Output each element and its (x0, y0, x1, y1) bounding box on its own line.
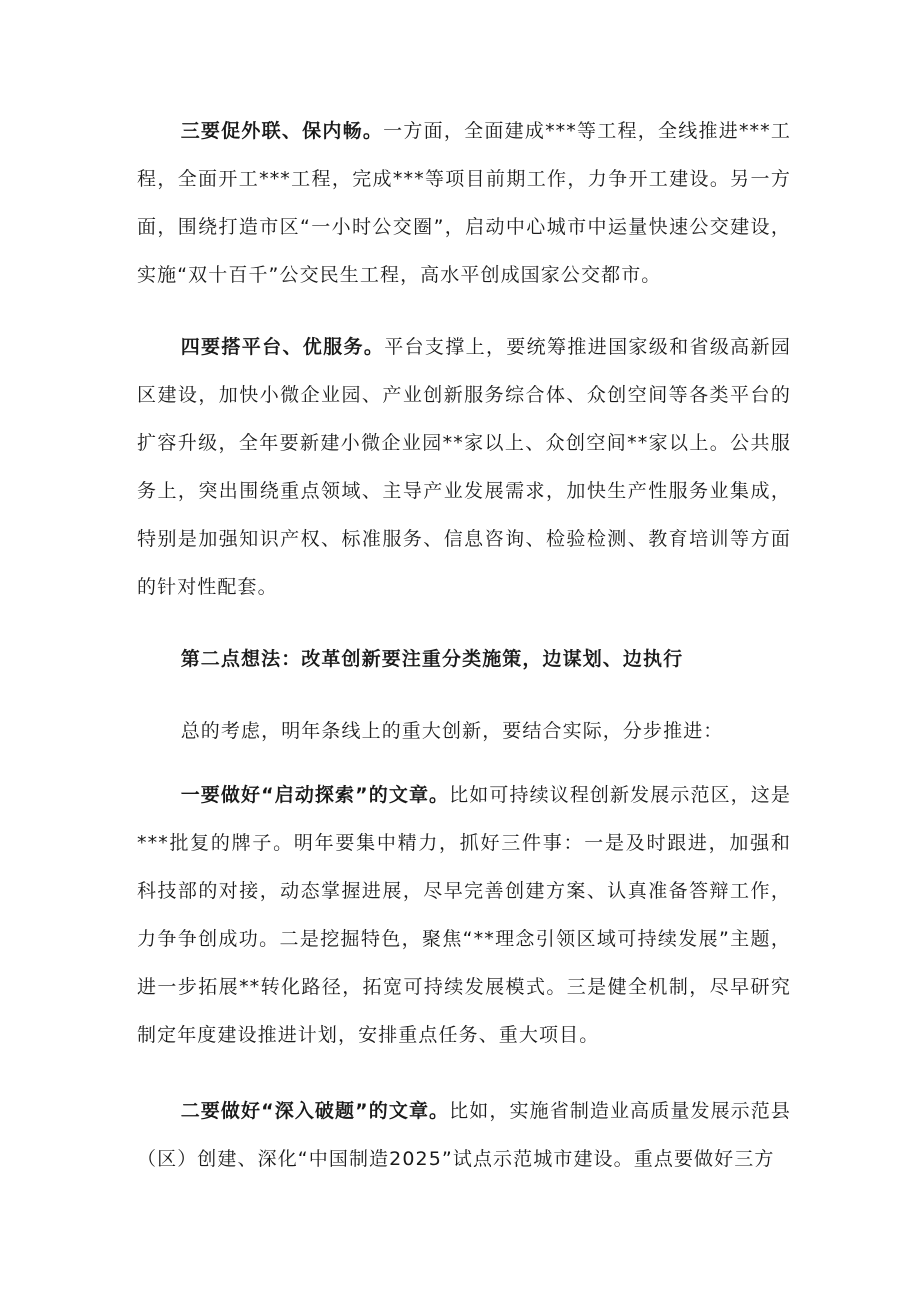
paragraph-text: 总的考虑，明年条线上的重大创新，要结合实际，分步推进： (180, 720, 724, 742)
paragraph-overview (137, 707, 791, 755)
section-heading-text: 第二点想法：改革创新要注重分类施策，边谋划、边执行 (180, 648, 684, 670)
paragraph-lead: 一要做好“启动探索”的文章。 (180, 784, 450, 806)
paragraph-deep-breakthrough (137, 1087, 791, 1183)
paragraph-lead: 二要做好“深入破题”的文章。 (180, 1100, 450, 1122)
paragraph-text: 平台支撑上，要统筹推进国家级和省级高新园区建设，加快小微企业园、产业创新服务综合体、众创空间等各类平台的扩容升级，全年要新建小微企业园**家以上、众创空间**家以上。公共服务上，突出围绕重点领域、主导产业发展需求，加快生产性服务业集成，特别是加强知识产权、标准服务、信息咨询、检验检测、教育培训等方面的针对性配套。 (137, 336, 791, 598)
section-heading (137, 635, 791, 683)
paragraph-external-links (137, 107, 791, 299)
paragraph-lead: 四要搭平台、优服务。 (180, 336, 385, 358)
paragraph-text: 比如，实施省制造业高质量发展示范县（区）创建、深化“中国制造2025”试点示范城市建设。重点要做好三方 (137, 1100, 791, 1170)
paragraph-platform-services (137, 323, 791, 611)
paragraph-start-exploration (137, 771, 791, 1059)
paragraph-lead: 三要促外联、保内畅。 (180, 120, 384, 142)
paragraph-text: 一方面，全面建成***等工程，全线推进***工程，全面开工***工程，完成***等项目前期工作，力争开工建设。另一方面，围绕打造市区“一小时公交圈”，启动中心城市中运量快速公交建设，实施“双十百千”公交民生工程，高水平创成国家公交都市。 (137, 120, 791, 286)
paragraph-text: 比如可持续议程创新发展示范区，这是***批复的牌子。明年要集中精力，抓好三件事：一是及时跟进，加强和科技部的对接，动态掌握进展，尽早完善创建方案、认真准备答辩工作，力争争创成功。二是挖掘特色，聚焦“**理念引领区域可持续发展”主题，进一步拓展**转化路径，拓宽可持续发展模式。三是健全机制，尽早研究制定年度建设推进计划，安排重点任务、重大项目。 (137, 784, 791, 1046)
